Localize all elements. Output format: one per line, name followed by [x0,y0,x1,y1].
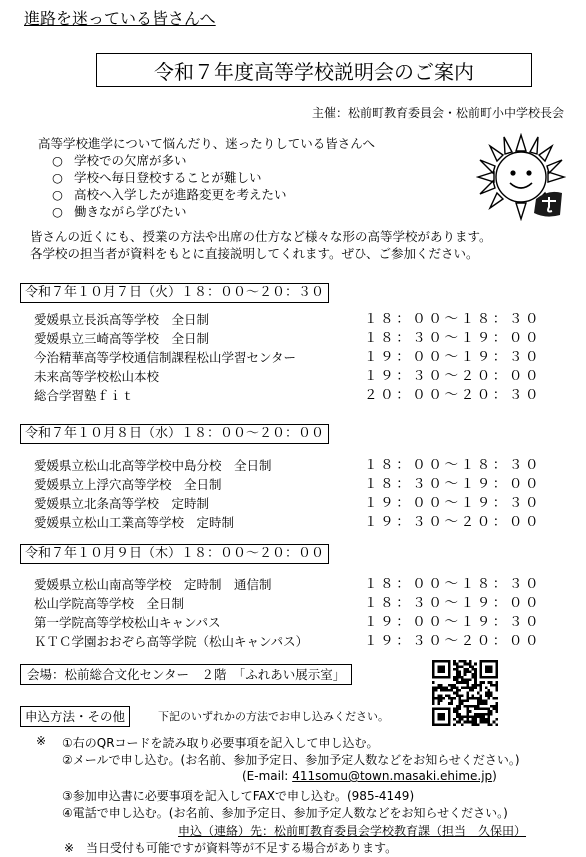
intro-paragraph-line: 各学校の担当者が資料をもとに直接説明してくれます。ぜひ、ご参加ください。 [30,246,479,261]
email-line [242,769,497,783]
application-label: 申込方法・その他 [20,706,130,727]
method-qr: ①右のQRコードを読み取り必要事項を記入して申し込む。 [62,736,379,750]
list-item: ○ 学校での欠席が多い [52,153,187,168]
page-heading: 進路を迷っている皆さんへ [24,9,216,28]
circle-bullet-icon: ○ [52,170,63,185]
contact: 申込（連絡）先：松前町教育委員会学校教育課（担当 久保田） [178,824,527,838]
venue: 会場：松前総合文化センター ２階 「ふれあい展示室」 [20,664,352,685]
intro-bullet-list [52,152,287,220]
circle-bullet-icon: ○ [52,153,63,168]
session-date-oct9: 令和７年１０月９日（木）１８：００～２０：００ [20,544,329,564]
session-date-oct7: 令和７年１０月７日（火）１８：００～２０：３０ [20,283,329,303]
method-fax: ③参加申込書に必要事項を記入してFAXで申し込む。(985-4149) [62,789,415,803]
sun-mascot-icon [476,133,566,221]
note-mark: ※ [36,734,47,748]
method-phone: ④電話で申し込む。(お名前、参加予定日、参加予定人数などをお知らせください。) [62,806,508,820]
organizer: 主催：松前町教育委員会・松前町小中学校長会 [311,106,564,120]
session-date-oct8: 令和７年１０月８日（水）１８：００～２０：００ [20,424,329,444]
list-item: ○ 働きながら学びたい [52,204,187,219]
page-title: 令和７年度高等学校説明会のご案内 [154,59,474,84]
intro-lead: 高等学校進学について悩んだり、迷ったりしている皆さんへ [38,136,376,151]
method-email: ②メールで申し込む。(お名前、参加予定日、参加予定人数などをお知らせください。) [62,753,520,767]
intro-paragraph-line: 皆さんの近くにも、授業の方法や出席の仕方など様々な形の高等学校があります。 [30,229,492,244]
list-item: ○ 学校へ毎日登校することが難しい [52,170,262,185]
circle-bullet-icon: ○ [52,204,63,219]
application-instruction: 下記のいずれかの方法でお申し込みください。 [158,710,389,723]
footnote: ※ 当日受付も可能ですが資料等が不足する場合があります。 [64,841,398,855]
email-link[interactable]: 411somu@town.masaki.ehime.jp [292,769,493,783]
title-box [96,53,532,87]
email-close: ) [492,769,497,783]
qr-code-icon[interactable] [432,660,498,726]
email-label: (E-mail: [242,769,289,783]
list-item: ○ 高校へ入学したが進路変更を考えたい [52,187,287,202]
circle-bullet-icon: ○ [52,187,63,202]
